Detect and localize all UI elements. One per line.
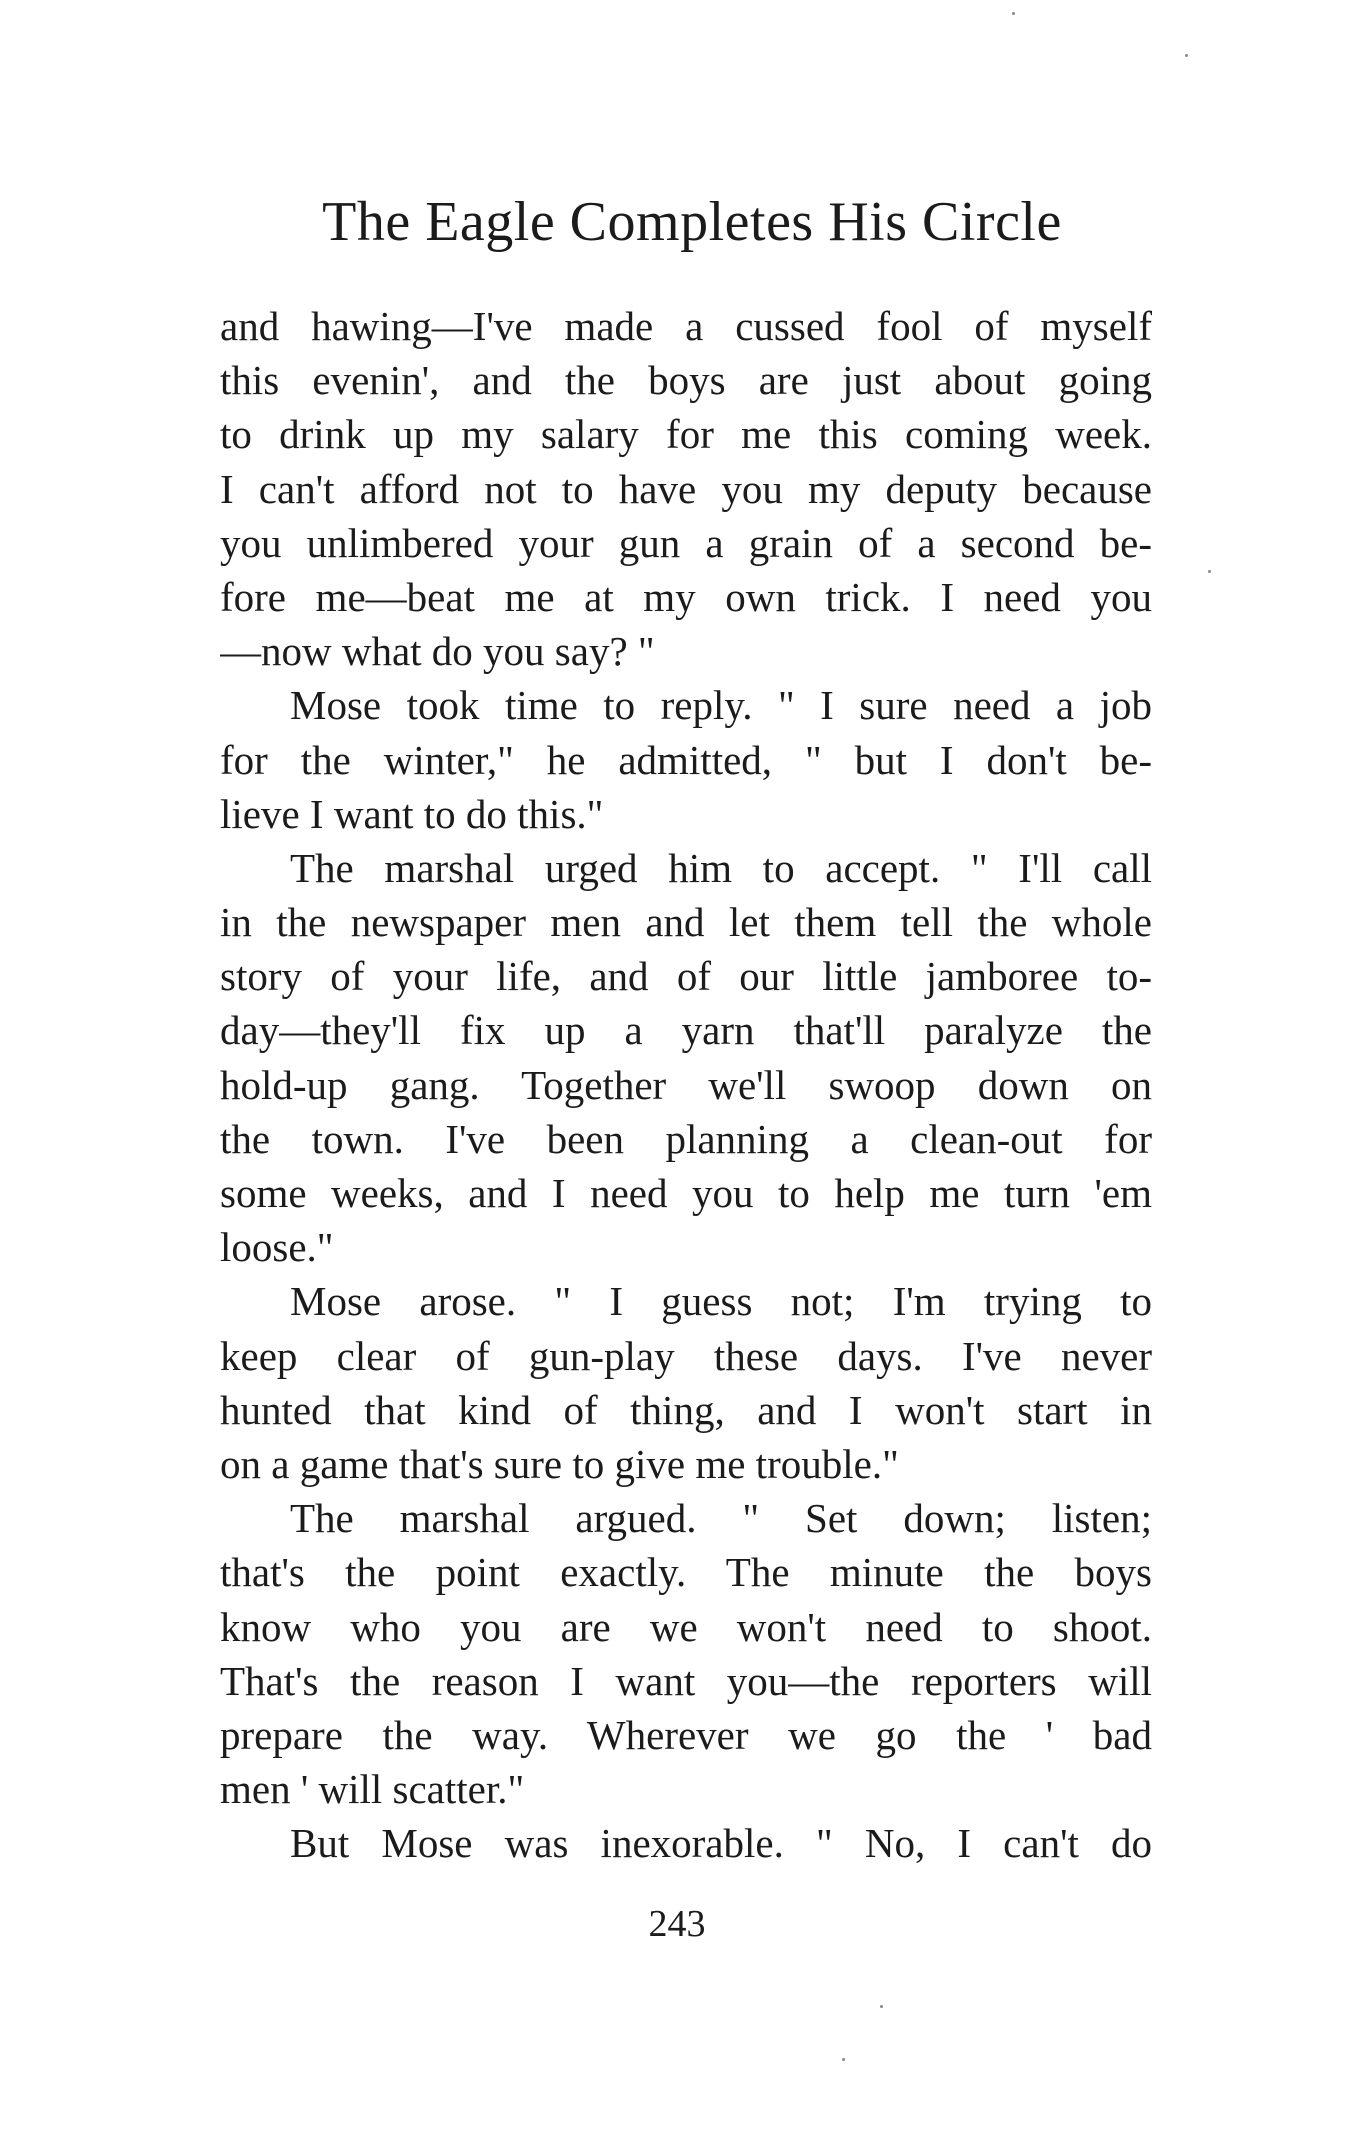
text-line: know who you are we won't need to shoot.	[220, 1603, 1152, 1650]
paragraph-first-line: The marshal argued. " Set down; listen;	[290, 1495, 1152, 1542]
text-line: I can't afford not to have you my deputy because	[220, 465, 1152, 512]
text-line: fore me—beat me at my own trick. I need you	[220, 573, 1152, 620]
paragraph-first-line: Mose took time to reply. " I sure need a job	[290, 682, 1152, 729]
text-line: loose."	[220, 1224, 334, 1271]
text-line: to drink up my salary for me this coming week.	[220, 411, 1152, 458]
running-head: The Eagle Completes His Circle	[322, 191, 1062, 253]
paper-speck	[880, 2005, 883, 2008]
text-line: prepare the way. Wherever we go the ' bad	[220, 1711, 1152, 1758]
paragraph-first-line: The marshal urged him to accept. " I'll call	[290, 844, 1152, 891]
paper-speck	[842, 2058, 845, 2061]
text-line: for the winter," he admitted, " but I don't be-	[220, 736, 1152, 783]
text-line: keep clear of gun-play these days. I've never	[220, 1332, 1152, 1379]
text-line: some weeks, and I need you to help me turn 'em	[220, 1170, 1152, 1216]
text-line: lieve I want to do this."	[220, 790, 604, 837]
text-line: —now what do you say? "	[220, 628, 655, 675]
text-line: the town. I've been planning a clean-out for	[220, 1115, 1152, 1162]
body-text	[220, 299, 1152, 1870]
paragraph-first-line: But Mose was inexorable. " No, I can't do	[290, 1820, 1152, 1867]
paper-speck	[1012, 12, 1015, 15]
text-line: day—they'll fix up a yarn that'll paralyze the	[220, 1007, 1152, 1054]
paper-speck	[1208, 570, 1211, 573]
page-number: 243	[648, 1903, 706, 1945]
text-line: men ' will scatter."	[220, 1766, 525, 1813]
text-line: this evenin', and the boys are just about going	[220, 357, 1152, 404]
text-line: you unlimbered your gun a grain of a second be-	[220, 519, 1152, 566]
text-line: on a game that's sure to give me trouble."	[220, 1440, 899, 1487]
text-line: That's the reason I want you—the reporters will	[220, 1657, 1152, 1704]
text-line: hold-up gang. Together we'll swoop down on	[220, 1061, 1152, 1108]
text-line: hunted that kind of thing, and I won't start in	[220, 1386, 1152, 1433]
paragraph-first-line: Mose arose. " I guess not; I'm trying to	[290, 1278, 1152, 1325]
text-line: that's the point exactly. The minute the boys	[220, 1549, 1152, 1596]
text-line: in the newspaper men and let them tell the whole	[220, 899, 1152, 946]
text-line: story of your life, and of our little jamboree to-	[220, 953, 1152, 1000]
paper-speck	[1185, 54, 1188, 57]
text-line: and hawing—I've made a cussed fool of myself	[220, 303, 1152, 349]
